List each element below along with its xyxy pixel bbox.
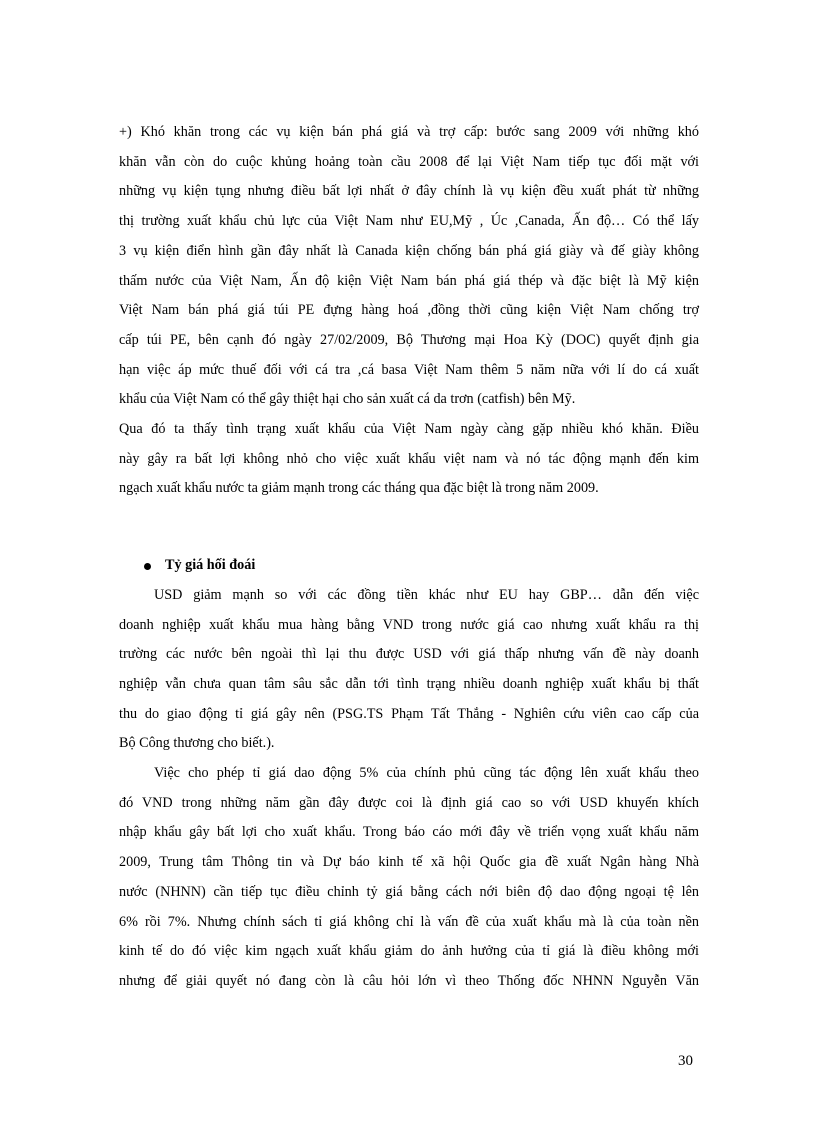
text-line: hạn việc áp mức thuế đối với cá tra ,cá basa Việt Nam thêm 5 năm nữa với lí do cá xuất: [119, 361, 699, 378]
paragraph-summary: [119, 415, 699, 504]
text-line: thu do giao động tỉ giá gây nên (PSG.TS Phạm Tất Thắng - Nghiên cứu viên cao cấp của: [119, 705, 699, 722]
text-line: Qua đó ta thấy tình trạng xuất khẩu của Việt Nam ngày càng gặp nhiều khó khăn. Điều: [119, 421, 699, 438]
paragraph-usd: [119, 581, 699, 759]
text-line: +) Khó khăn trong các vụ kiện bán phá giá và trợ cấp: bước sang 2009 với những khó: [119, 124, 699, 140]
text-line: Việc cho phép tỉ giá dao động 5% của chính phủ cũng tác động lên xuất khẩu theo: [154, 765, 699, 782]
text-line: những vụ kiện tụng nhưng điều bất lợi nhất ở đây chính là vụ kiện đều xuất phát từ những: [119, 183, 699, 200]
text-line: khăn vẫn còn do cuộc khủng hoảng toàn cầu 2008 để lại Việt Nam tiếp tục đối mặt với: [119, 153, 699, 170]
text-line: USD giảm mạnh so với các đồng tiền khác như EU hay GBP… dẫn đến việc: [154, 586, 699, 603]
text-line: cấp túi PE, bên cạnh đó ngày 27/02/2009, Bộ Thương mại Hoa Kỳ (DOC) quyết định gia: [119, 331, 699, 348]
section-gap: [119, 504, 699, 551]
text-line: thị trường xuất khẩu chủ lực của Việt Nam như EU,Mỹ , Úc ,Canada, Ấn độ… Có thể lấy: [119, 213, 699, 230]
section-heading-row: [119, 551, 699, 581]
text-line: thấm nước của Việt Nam, Ấn độ kiện Việt Nam bán phá giá thép và đặc biệt là Mỹ kiện: [119, 272, 699, 289]
text-line: 6% rồi 7%. Nhưng chính sách tỉ giá không chỉ là vấn đề của xuất khẩu mà là của toàn nền: [119, 913, 699, 930]
text-line: khẩu của Việt Nam có thể gây thiệt hại cho sản xuất cá da trơn (catfish) bên Mỹ.: [119, 391, 576, 408]
page-number: 30: [678, 1053, 693, 1069]
text-line: 3 vụ kiện điển hình gần đây nhất là Canada kiện chống bán phá giá giày và đế giày không: [119, 242, 699, 259]
text-line: doanh nghiệp xuất khẩu mua hàng bằng VND trong nước giá cao nhưng xuất khẩu ra thị: [119, 616, 699, 633]
text-line: nhập khẩu gây bất lợi cho xuất khẩu. Trong báo cáo mới đây về triển vọng xuất khẩu năm: [119, 824, 699, 841]
text-line: nghiệp vẫn chưa quan tâm sâu sắc dẫn tới tình trạng nhiều doanh nghiệp xuất khẩu bị thất: [119, 675, 699, 692]
text-line: ngạch xuất khẩu nước ta giảm mạnh trong các tháng qua đặc biệt là trong năm 2009.: [119, 480, 599, 497]
text-line: nước (NHNN) cần tiếp tục điều chỉnh tỷ giá bằng cách nới biên độ dao động ngoại tệ lên: [119, 883, 699, 900]
bullet-icon: [144, 563, 151, 570]
text-line: nhưng để giải quyết nó đang còn là câu hỏi lớn vì theo Thống đốc NHNN Nguyễn Văn: [119, 972, 699, 989]
text-line: Bộ Công thương cho biết.).: [119, 735, 275, 752]
document-body: [119, 118, 699, 997]
text-line: này gây ra bất lợi không nhỏ cho việc xuất khẩu việt nam và nó tác động mạnh đến kim: [119, 450, 699, 467]
text-line: Việt Nam bán phá giá túi PE đựng hàng hoá ,đồng thời cũng kiện Việt Nam chống trợ: [119, 302, 699, 319]
text-line: 2009, Trung tâm Thông tin và Dự báo kinh tế xã hội Quốc gia đề xuất Ngân hàng Nhà: [119, 854, 699, 871]
paragraph-exchange-policy: [119, 759, 699, 997]
text-line: kinh tế do đó việc kim ngạch xuất khẩu giảm do ảnh hưởng của tỉ giá là điều không mới: [119, 943, 699, 960]
paragraph-lawsuits: [119, 118, 699, 415]
text-line: đó VND trong những năm gần đây được coi là định giá cao so với USD khuyến khích: [119, 794, 699, 811]
section-heading: Tỷ giá hối đoái: [165, 557, 256, 574]
text-line: trường các nước bên ngoài thì lại thu được USD với giá thấp nhưng vấn đề này doanh: [119, 646, 699, 663]
